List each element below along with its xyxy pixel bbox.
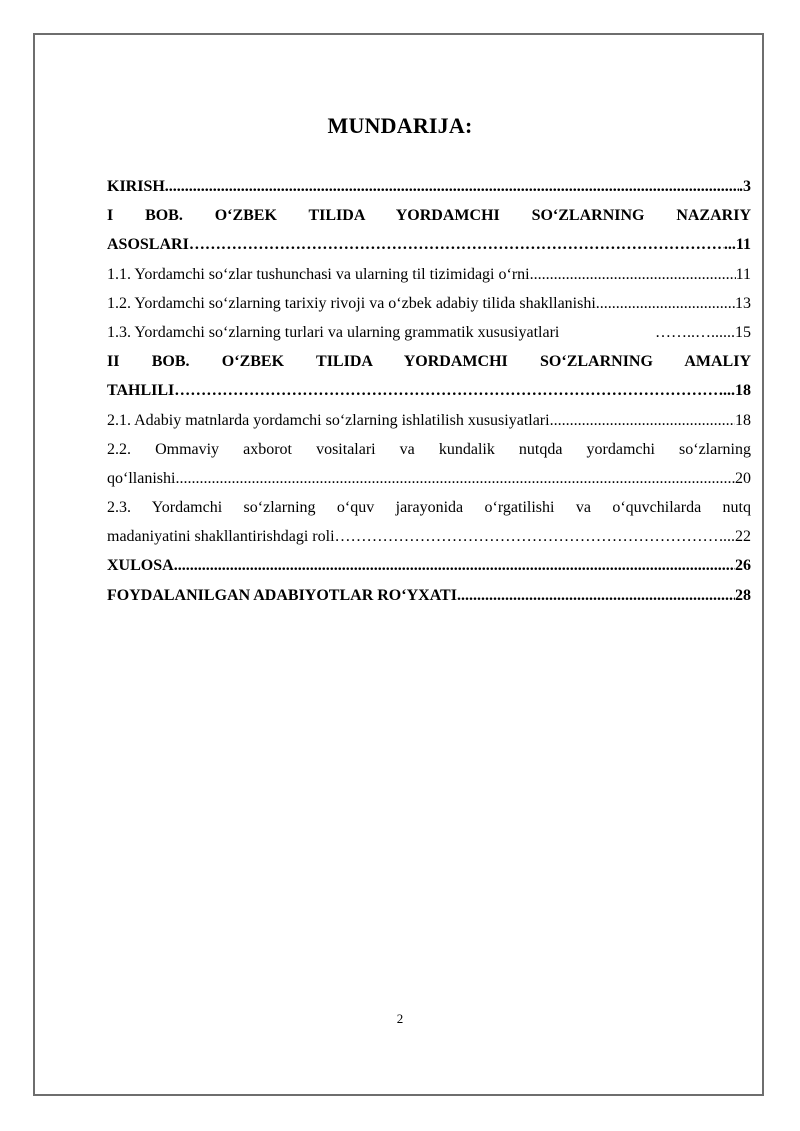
- toc-leader-dots: [335, 522, 719, 551]
- toc-entry-text: 1.1. Yordamchi so‘zlar tushunchasi va ularning til tizimidagi o‘rni: [107, 265, 530, 283]
- toc-entry-page: 13: [735, 294, 751, 312]
- toc-entry-page: 11: [735, 265, 751, 283]
- toc-entry-text: KIRISH: [107, 178, 165, 195]
- toc-leader-dots: [596, 289, 735, 318]
- toc-leader-dots: [174, 551, 735, 580]
- page-title: MUNDARIJA:: [327, 113, 473, 138]
- toc-entry-page: 26: [735, 557, 751, 575]
- toc-entry-text: qo‘llanishi: [107, 469, 176, 487]
- table-of-contents: [107, 172, 751, 610]
- toc-leader-dots: [175, 464, 735, 493]
- toc-leader-dots: [530, 260, 736, 289]
- toc-leader-dots: [550, 406, 735, 435]
- toc-entry-text: FOYDALANILGAN ADABIYOTLAR RO‘YXATI: [107, 586, 457, 604]
- toc-entry-text: TAHLILI: [107, 382, 175, 400]
- toc-leader-dots: [174, 376, 723, 405]
- toc-entry-1-3[interactable]: [107, 318, 751, 347]
- toc-entry-text: XULOSA: [107, 557, 174, 575]
- toc-entry-chapter-1-line-1[interactable]: I BOB. O‘ZBEK TILIDA YORDAMCHI SO‘ZLARNING NAZARIY: [107, 207, 751, 225]
- page-number: 2: [396, 1011, 404, 1026]
- toc-entry-2-2-line-2[interactable]: [107, 464, 751, 493]
- toc-entry-adabiyotlar[interactable]: [107, 581, 751, 610]
- toc-entry-page: ...11: [723, 236, 751, 254]
- toc-entry-text: 1.2. Yordamchi so‘zlarning tarixiy rivoji va o‘zbek adabiy tilida shakllanishi: [107, 294, 596, 312]
- toc-entry-xulosa[interactable]: [107, 551, 751, 580]
- toc-entry-page: 20: [735, 469, 751, 487]
- toc-entry-chapter-2-line-1[interactable]: II BOB. O‘ZBEK TILIDA YORDAMCHI SO‘ZLARNING AMALIY: [107, 353, 751, 371]
- toc-entry-2-3-line-1[interactable]: 2.3. Yordamchi so‘zlarning o‘quv jarayonida o‘rgatilishi va o‘quvchilarda nutq: [107, 499, 751, 517]
- toc-entry-text: 1.3. Yordamchi so‘zlarning turlari va ularning grammatik xususiyatlari: [107, 323, 560, 341]
- toc-entry-1-1[interactable]: [107, 260, 751, 289]
- toc-entry-chapter-2-line-2[interactable]: [107, 376, 751, 405]
- toc-leader-dots: [457, 581, 735, 610]
- toc-entry-page: 18: [735, 411, 751, 429]
- toc-entry-page: 28: [735, 586, 751, 604]
- toc-leader-dots: [189, 230, 724, 259]
- toc-entry-text: madaniyatini shakllantirishdagi roli: [107, 528, 335, 546]
- toc-entry-page: ....22: [719, 528, 751, 546]
- toc-entry-2-2-line-1[interactable]: 2.2. Ommaviy axborot vositalari va kundalik nutqda yordamchi so‘zlarning: [107, 440, 751, 458]
- toc-entry-chapter-1-line-2[interactable]: [107, 230, 751, 259]
- toc-entry-2-1[interactable]: [107, 406, 751, 435]
- toc-entry-kirish[interactable]: [107, 172, 751, 201]
- toc-entry-text: 2.1. Adabiy matnlarda yordamchi so‘zlarning ishlatilish xususiyatlari: [107, 411, 550, 429]
- toc-entry-page: ……..…......15: [655, 323, 751, 341]
- toc-leader-dots: [165, 172, 739, 201]
- toc-entry-page: ...18: [723, 382, 751, 400]
- toc-entry-1-2[interactable]: [107, 289, 751, 318]
- toc-entry-text: ASOSLARI: [107, 236, 189, 254]
- toc-entry-2-3-line-2[interactable]: [107, 522, 751, 551]
- toc-entry-page: .3: [739, 178, 751, 195]
